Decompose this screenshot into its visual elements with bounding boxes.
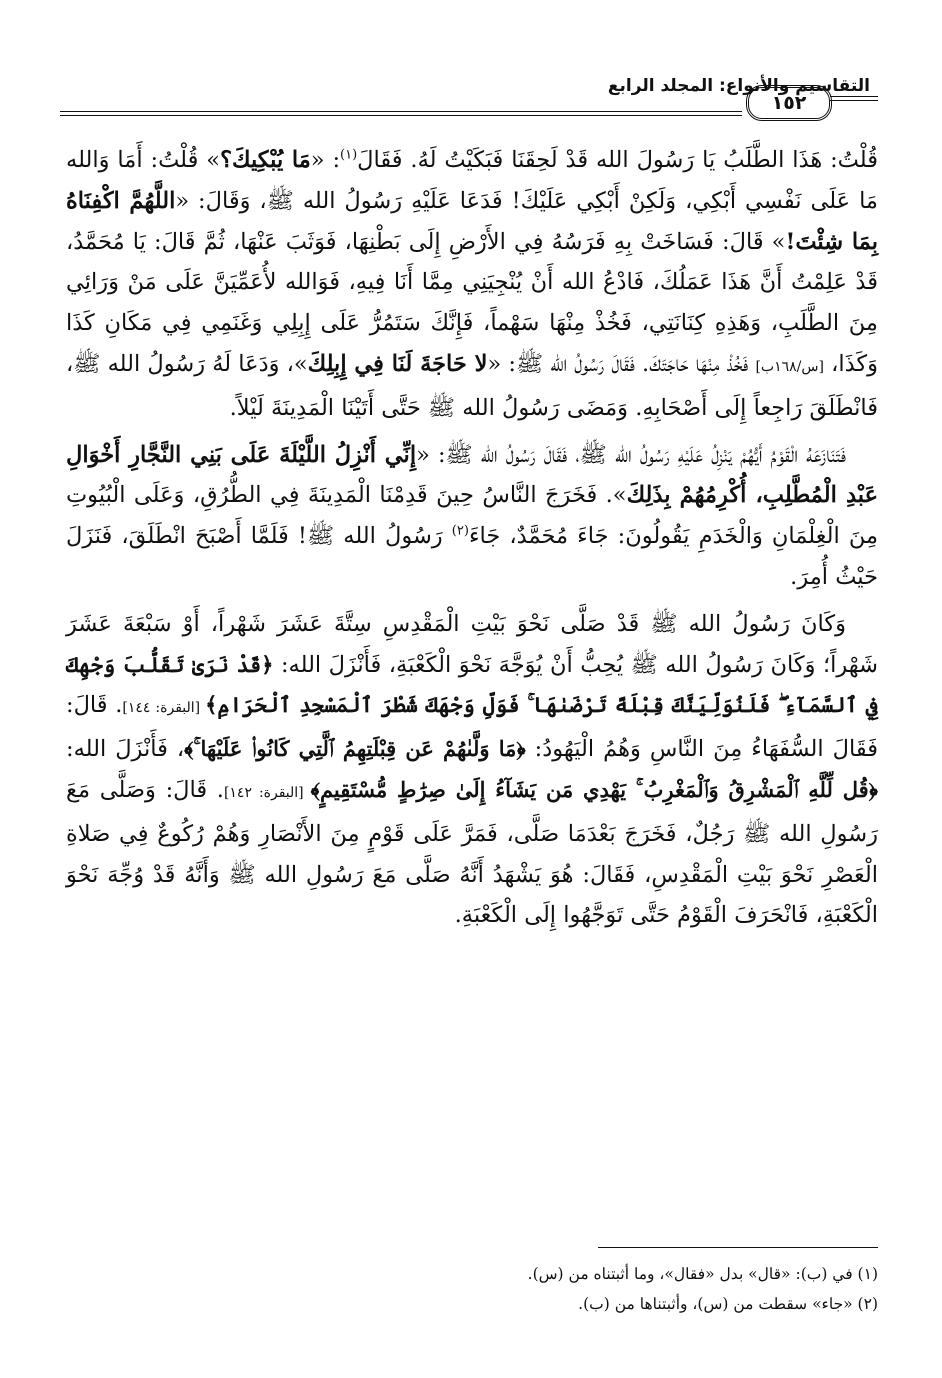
text-run: وَكَانَ رَسُولُ الله ﷺ قَدْ صَلَّى نَحْوَ بَيْتِ الْمَقْدِسِ سِتَّةَ عَشَرَ شَهْراً، أَوْ سَبْعَةَ عَشَرَ شَهْراً؛ وَكَانَ رَسُولُ الله ﷺ يُحِبُّ أَنْ يُوَجَّهَ نَحْوَ الْكَعْبَةِ، فَأَنْزَلَ الله:: [66, 610, 878, 678]
verse-reference: [البقرة: ١٤٢]: [223, 784, 311, 801]
text-run: رَسُولُ الله ﷺ! فَلَمَّا أَصْبَحَ انْطَلَقَ، فَنَزَلَ حَيْثُ أُمِرَ.: [66, 523, 878, 590]
quran-verse: ﴿قُل لِّلَّهِ ٱلْمَشْرِقُ وَٱلْمَغْرِبُ ۚ يَهْدِي مَن يَشَآءُ إِلَىٰ صِرَٰطٍ مُّسْتَقِيمٍ﴾: [310, 776, 878, 802]
hadith-quote: مَا يُبْكِيكَ؟: [220, 147, 311, 173]
footnote-marker[interactable]: (١): [340, 147, 358, 163]
text-run: . قَالَ: وَصَلَّى مَعَ رَسُولِ الله ﷺ رَجُلٌ، فَخَرَجَ بَعْدَمَا صَلَّى، فَمَرَّ عَلَى قَوْمٍ مِنَ الأَنْصَارِ وَهُمْ رُكُوعٌ فِي صَلاةِ الْعَصْرِ نَحْوَ بَيْتِ الْمَقْدِسِ، فَقَالَ: هُوَ يَشْهَدُ أَنَّهُ صَلَّى مَعَ رَسُولِ الله ﷺ وَأَنَّهُ قَدْ وُجِّهَ نَحْوَ الْكَعْبَةِ، فَانْحَرَفَ الْقَوْمُ حَتَّى تَوَجَّهُوا إِلَى الْكَعْبَةِ.: [66, 776, 878, 929]
header-rule: [830, 100, 878, 101]
footnote-2: (٢) «جاء» سقطت من (س)، وأثبتناها من (ب).: [578, 1295, 878, 1313]
text-run: . قَالَ: فَقَالَ السُّفَهَاءُ مِنَ النَّاسِ وَهُمُ الْيَهُودُ:: [66, 692, 878, 763]
hadith-quote: لا حَاجَةَ لَنَا فِي إِبِلِكَ: [307, 350, 488, 377]
paragraph-1: [66, 140, 878, 429]
header-rule: [830, 96, 878, 97]
page-header: [60, 76, 878, 122]
text-run: » قُلْتُ: أَمَا وَالله مَا عَلَى نَفْسِي أَبْكِي، وَلَكِنْ أَبْكِي عَلَيْكَ! فَدَعَا عَلَيْهِ رَسُولُ الله ﷺ، وَقَالَ: «: [66, 147, 878, 214]
footnotes: [66, 1259, 878, 1319]
main-text: [66, 140, 878, 936]
hadith-quote: اللَّهُمَّ اكْفِنَاهُ بِمَا شِئْتَ!: [66, 187, 878, 255]
text-run: »، وَدَعَا لَهُ رَسُولُ الله ﷺ، فَانْطَلَقَ رَاجِعاً إِلَى أَصْحَابِهِ. وَمَضَى رَسُولُ الله ﷺ حَتَّى أَتَيْنَا الْمَدِينَةَ لَيْلاً.: [66, 350, 878, 421]
quran-verse: ﴿مَا وَلَّىٰهُمْ عَن قِبْلَتِهِمُ ٱلَّتِي كَانُوا۟ عَلَيْهَا ۚ﴾: [184, 736, 526, 762]
text-run: ». فَخَرَجَ النَّاسُ حِينَ قَدِمْنَا الْمَدِينَةَ فِي الطُّرُقِ، وَعَلَى الْبُيُوتِ مِنَ الْغِلْمَانِ وَالْخَدَمِ يَقُولُونَ: جَاءَ مُحَمَّدٌ، جَاءَ: [66, 482, 878, 550]
text-run: فَخُذْ مِنْهَا حَاجَتَكَ. فَقَالَ رَسُولُ الله ﷺ: «: [487, 350, 756, 377]
page-number: ١٥٢: [746, 85, 832, 121]
quran-verse: ﴿قَدْ نَرَىٰ تَقَلُّبَ وَجْهِكَ فِي ٱلسَّمَآءِ ۖ فَلَنُوَلِّيَنَّكَ قِبْلَةً تَرْضَىٰهَا ۚ فَوَلِّ وَجْهَكَ شَطْرَ ٱلْمَسْجِدِ ٱلْحَرَامِ﴾: [66, 651, 878, 718]
header-rule: [60, 115, 742, 116]
text-run: فَتَنَازَعَهُ الْقَوْمُ أَيُّهُمْ يَنْزِلُ عَلَيْهِ رَسُولُ الله ﷺ، فَقَالَ رَسُولُ الله ﷺ: «: [416, 441, 846, 468]
hadith-quote: إِنِّي أَنْزِلُ اللَّيْلَةَ عَلَى بَنِي النَّجَّارِ أَخْوَالِ عَبْدِ الْمُطَّلِبِ، أُكْرِمُهُمْ بِذَلِكَ: [66, 441, 878, 509]
footnote-1: (١) في (ب): «قال» بدل «فقال»، وما أثبتناه من (س).: [527, 1265, 878, 1283]
paragraph-2: [66, 435, 878, 598]
text-run: قُلْتُ: هَذَا الطَّلَبُ يَا رَسُولَ الله قَدْ لَحِقَنَا فَبَكَيْتُ لَهُ. فَقَالَ: [357, 147, 878, 173]
footnote-separator: [598, 1247, 878, 1248]
text-run: ، فَأَنْزَلَ الله:: [66, 736, 185, 763]
text-run: » قَالَ: فَسَاخَتْ بِهِ فَرَسُهُ فِي الأَرْضِ إِلَى بَطْنِهَا، فَوَثَبَ عَنْهَا، ثُمَّ قَالَ: يَا مُحَمَّدُ، قَدْ عَلِمْتُ أَنَّ هَذَا عَمَلُكَ، فَادْعُ الله أَنْ يُنْجِيَنِي مِمَّا أَنَا فِيهِ، فَوَالله لأُعَمِّيَنَّ عَلَى مَنْ وَرَائِي مِنَ الطَّلَبِ، وَهَذِهِ كِنَانَتِي، فَخُذْ مِنْهَا سَهْماً، فَإِنَّكَ سَتَمُرُّ عَلَى إِبِلِي وَغَنَمِي فِي مَكَانِ كَذَا وَكَذَا،: [66, 228, 878, 377]
running-title: التقاسيم والأنواع: المجلد الرابع: [607, 76, 870, 96]
paragraph-3: [66, 604, 878, 936]
header-rule: [60, 111, 742, 112]
verse-reference: [البقرة: ١٤٤]: [122, 700, 206, 717]
manuscript-reference: [س/١٦٨ب]: [755, 358, 824, 375]
text-run: : «: [310, 147, 341, 173]
footnote-marker[interactable]: (٢): [451, 523, 469, 539]
